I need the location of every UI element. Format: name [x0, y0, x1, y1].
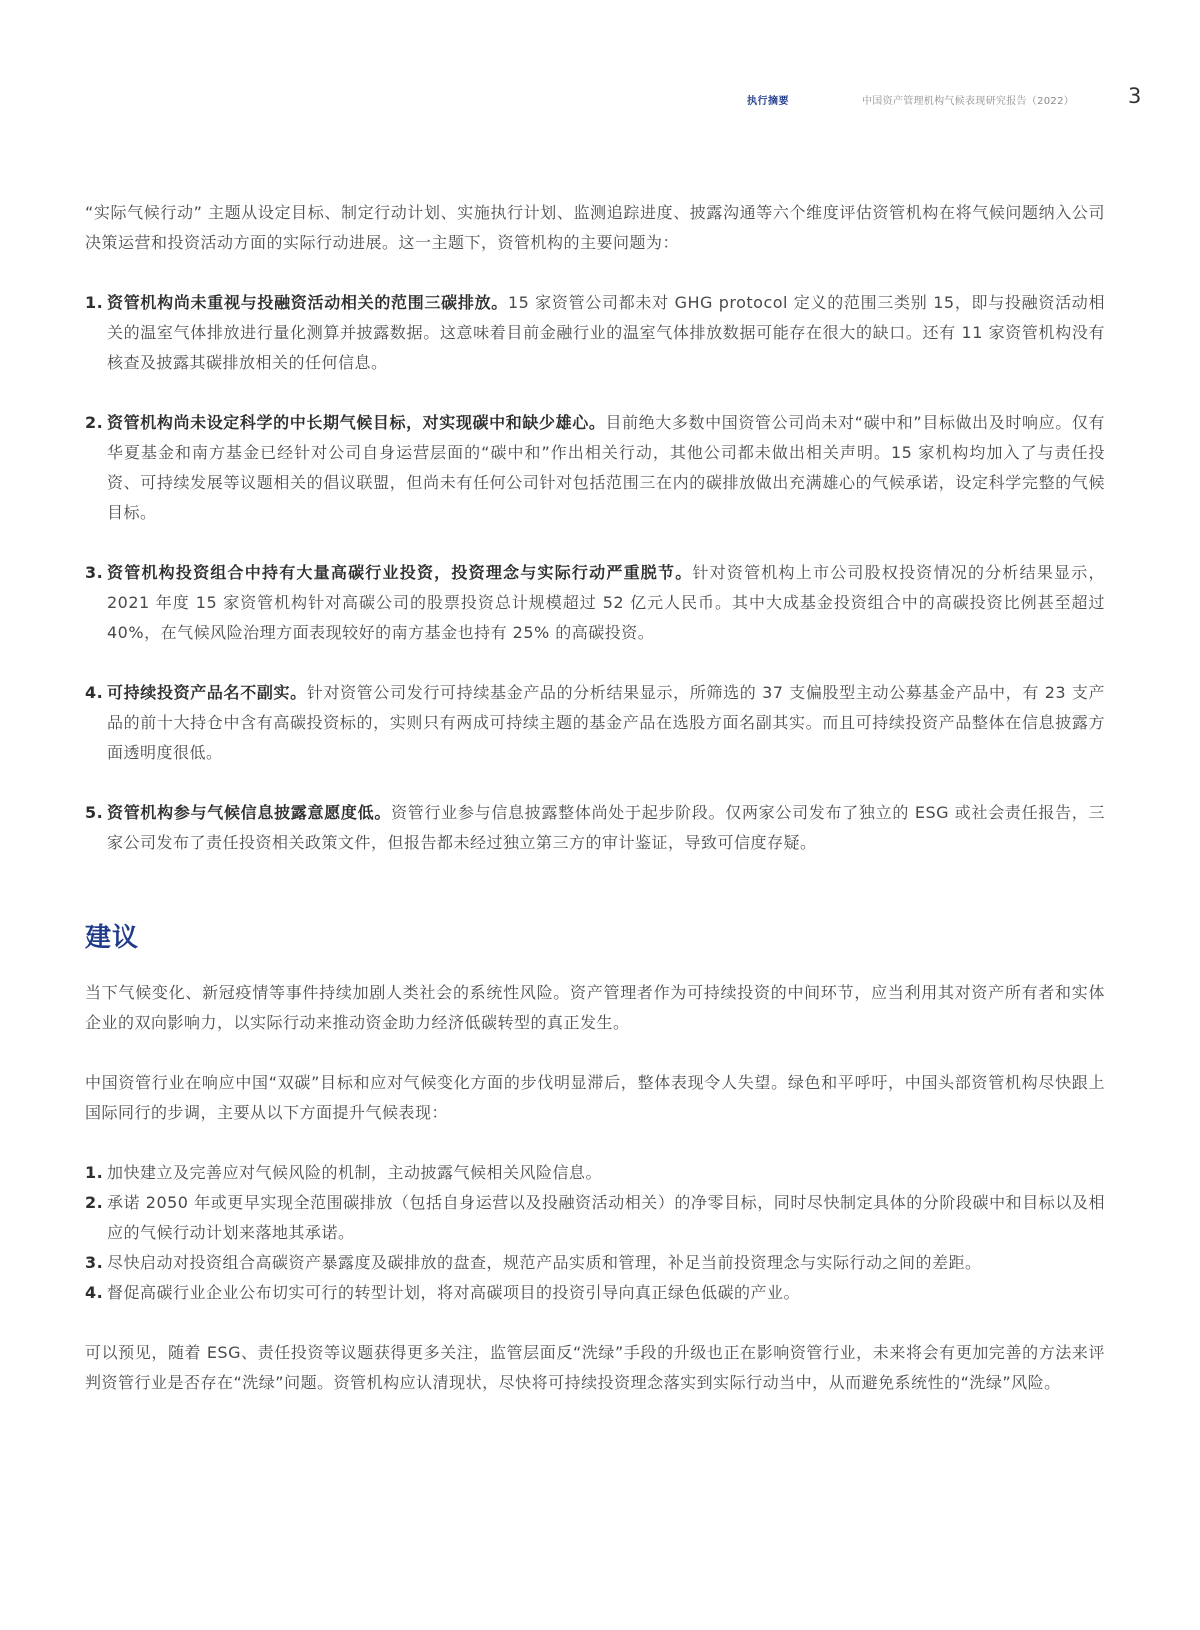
recommendations-heading: 建议 [85, 923, 140, 953]
issue-title: 资管机构参与气候信息披露意愿度低。 [107, 803, 392, 822]
header-report-title: 中国资产管理机构气候表现研究报告（2022） [862, 96, 1075, 107]
issue-body [107, 288, 1105, 378]
issue-body [107, 558, 1105, 648]
recommendation-item [85, 1278, 1105, 1308]
issue-title: 资管机构尚未重视与投融资活动相关的范围三碳排放。 [107, 293, 508, 312]
recommendation-text: 加快建立及完善应对气候风险的机制，主动披露气候相关风险信息。 [107, 1163, 603, 1182]
recommendation-text: 尽快启动对投资组合高碳资产暴露度及碳排放的盘查，规范产品实质和管理，补足当前投资理念与实际行动之间的差距。 [107, 1253, 982, 1272]
issue-item [85, 408, 1105, 528]
issue-title: 资管机构尚未设定科学的中长期气候目标，对实现碳中和缺少雄心。 [107, 413, 606, 432]
page-header [0, 84, 1200, 114]
recommendations-paragraph: 当下气候变化、新冠疫情等事件持续加剧人类社会的系统性风险。资产管理者作为可持续投资的中间环节，应当利用其对资产所有者和实体企业的双向影响力，以实际行动来推动资金助力经济低碳转型的真正发生。 [85, 983, 1105, 1032]
issue-body [107, 408, 1105, 528]
page-number: 3 [1128, 84, 1142, 108]
recommendation-item [85, 1188, 1105, 1248]
issue-body [107, 798, 1105, 858]
issue-number: 1. [85, 293, 104, 312]
issue-number: 3. [85, 563, 104, 582]
recommendations-list [85, 1158, 1105, 1308]
issue-body [107, 678, 1105, 768]
recommendation-item [85, 1158, 1105, 1188]
issue-item [85, 798, 1105, 858]
issue-number: 2. [85, 413, 104, 432]
issue-item [85, 558, 1105, 648]
issue-text: 目前绝大多数中国资管公司尚未对“碳中和”目标做出及时响应。仅有华夏基金和南方基金已经针对公司自身运营层面的“碳中和”作出相关行动，其他公司都未做出相关声明。15 家机构均加入了与责任投资、可持续发展等议题相关的倡议联盟，但尚未有任何公司针对包括范围三在内的碳排放做出充满雄心的气候承诺，设定科学完整的气候目标。 [107, 413, 1105, 522]
issue-text: 资管行业参与信息披露整体尚处于起步阶段。仅两家公司发布了独立的 ESG 或社会责任报告，三家公司发布了责任投资相关政策文件，但报告都未经过独立第三方的审计鉴证，导致可信度存疑。 [107, 803, 1105, 852]
recommendation-item [85, 1248, 1105, 1278]
issue-text: 针对资管机构上市公司股权投资情况的分析结果显示，2021 年度 15 家资管机构针对高碳公司的股票投资总计规模超过 52 亿元人民币。其中大成基金投资组合中的高碳投资比例甚至超过 40%，在气候风险治理方面表现较好的南方基金也持有 25% 的高碳投资。 [107, 563, 1105, 642]
closing-paragraph: 可以预见，随着 ESG、责任投资等议题获得更多关注，监管层面反“洗绿”手段的升级也正在影响资管行业，未来将会有更加完善的方法来评判资管行业是否存在“洗绿”问题。资管机构应认清现状，尽快将可持续投资理念落实到实际行动当中，从而避免系统性的“洗绿”风险。 [85, 1343, 1105, 1392]
recommendation-number: 2. [85, 1193, 104, 1212]
main-content [85, 198, 1105, 1398]
intro-paragraph: “实际气候行动” 主题从设定目标、制定行动计划、实施执行计划、监测追踪进度、披露沟通等六个维度评估资管机构在将气候问题纳入公司决策运营和投资活动方面的实际行动进展。这一主题下，资管机构的主要问题为： [85, 203, 1105, 252]
recommendation-number: 1. [85, 1163, 104, 1182]
issue-number: 5. [85, 803, 104, 822]
recommendation-text: 承诺 2050 年或更早实现全范围碳排放（包括自身运营以及投融资活动相关）的净零目标，同时尽快制定具体的分阶段碳中和目标以及相应的气候行动计划来落地其承诺。 [107, 1193, 1105, 1242]
issue-text: 15 家资管公司都未对 GHG protocol 定义的范围三类别 15，即与投融资活动相关的温室气体排放进行量化测算并披露数据。这意味着目前金融行业的温室气体排放数据可能存在很大的缺口。还有 11 家资管机构没有核查及披露其碳排放相关的任何信息。 [107, 293, 1105, 372]
header-section-label: 执行摘要 [747, 96, 789, 107]
issue-number: 4. [85, 683, 104, 702]
issue-title: 可持续投资产品名不副实。 [107, 683, 307, 702]
recommendation-number: 4. [85, 1283, 104, 1302]
recommendation-text: 督促高碳行业企业公布切实可行的转型计划，将对高碳项目的投资引导向真正绿色低碳的产业。 [107, 1283, 801, 1302]
issue-item [85, 288, 1105, 378]
issue-text: 针对资管公司发行可持续基金产品的分析结果显示，所筛选的 37 支偏股型主动公募基金产品中，有 23 支产品的前十大持仓中含有高碳投资标的，实则只有两成可持续主题的基金产品在选股方面名副其实。而且可持续投资产品整体在信息披露方面透明度很低。 [107, 683, 1105, 762]
issue-title: 资管机构投资组合中持有大量高碳行业投资，投资理念与实际行动严重脱节。 [107, 563, 693, 582]
recommendation-number: 3. [85, 1253, 104, 1272]
recommendations-paragraph: 中国资管行业在响应中国“双碳”目标和应对气候变化方面的步伐明显滞后，整体表现令人失望。绿色和平呼吁，中国头部资管机构尽快跟上国际同行的步调，主要从以下方面提升气候表现： [85, 1073, 1105, 1122]
issue-item [85, 678, 1105, 768]
